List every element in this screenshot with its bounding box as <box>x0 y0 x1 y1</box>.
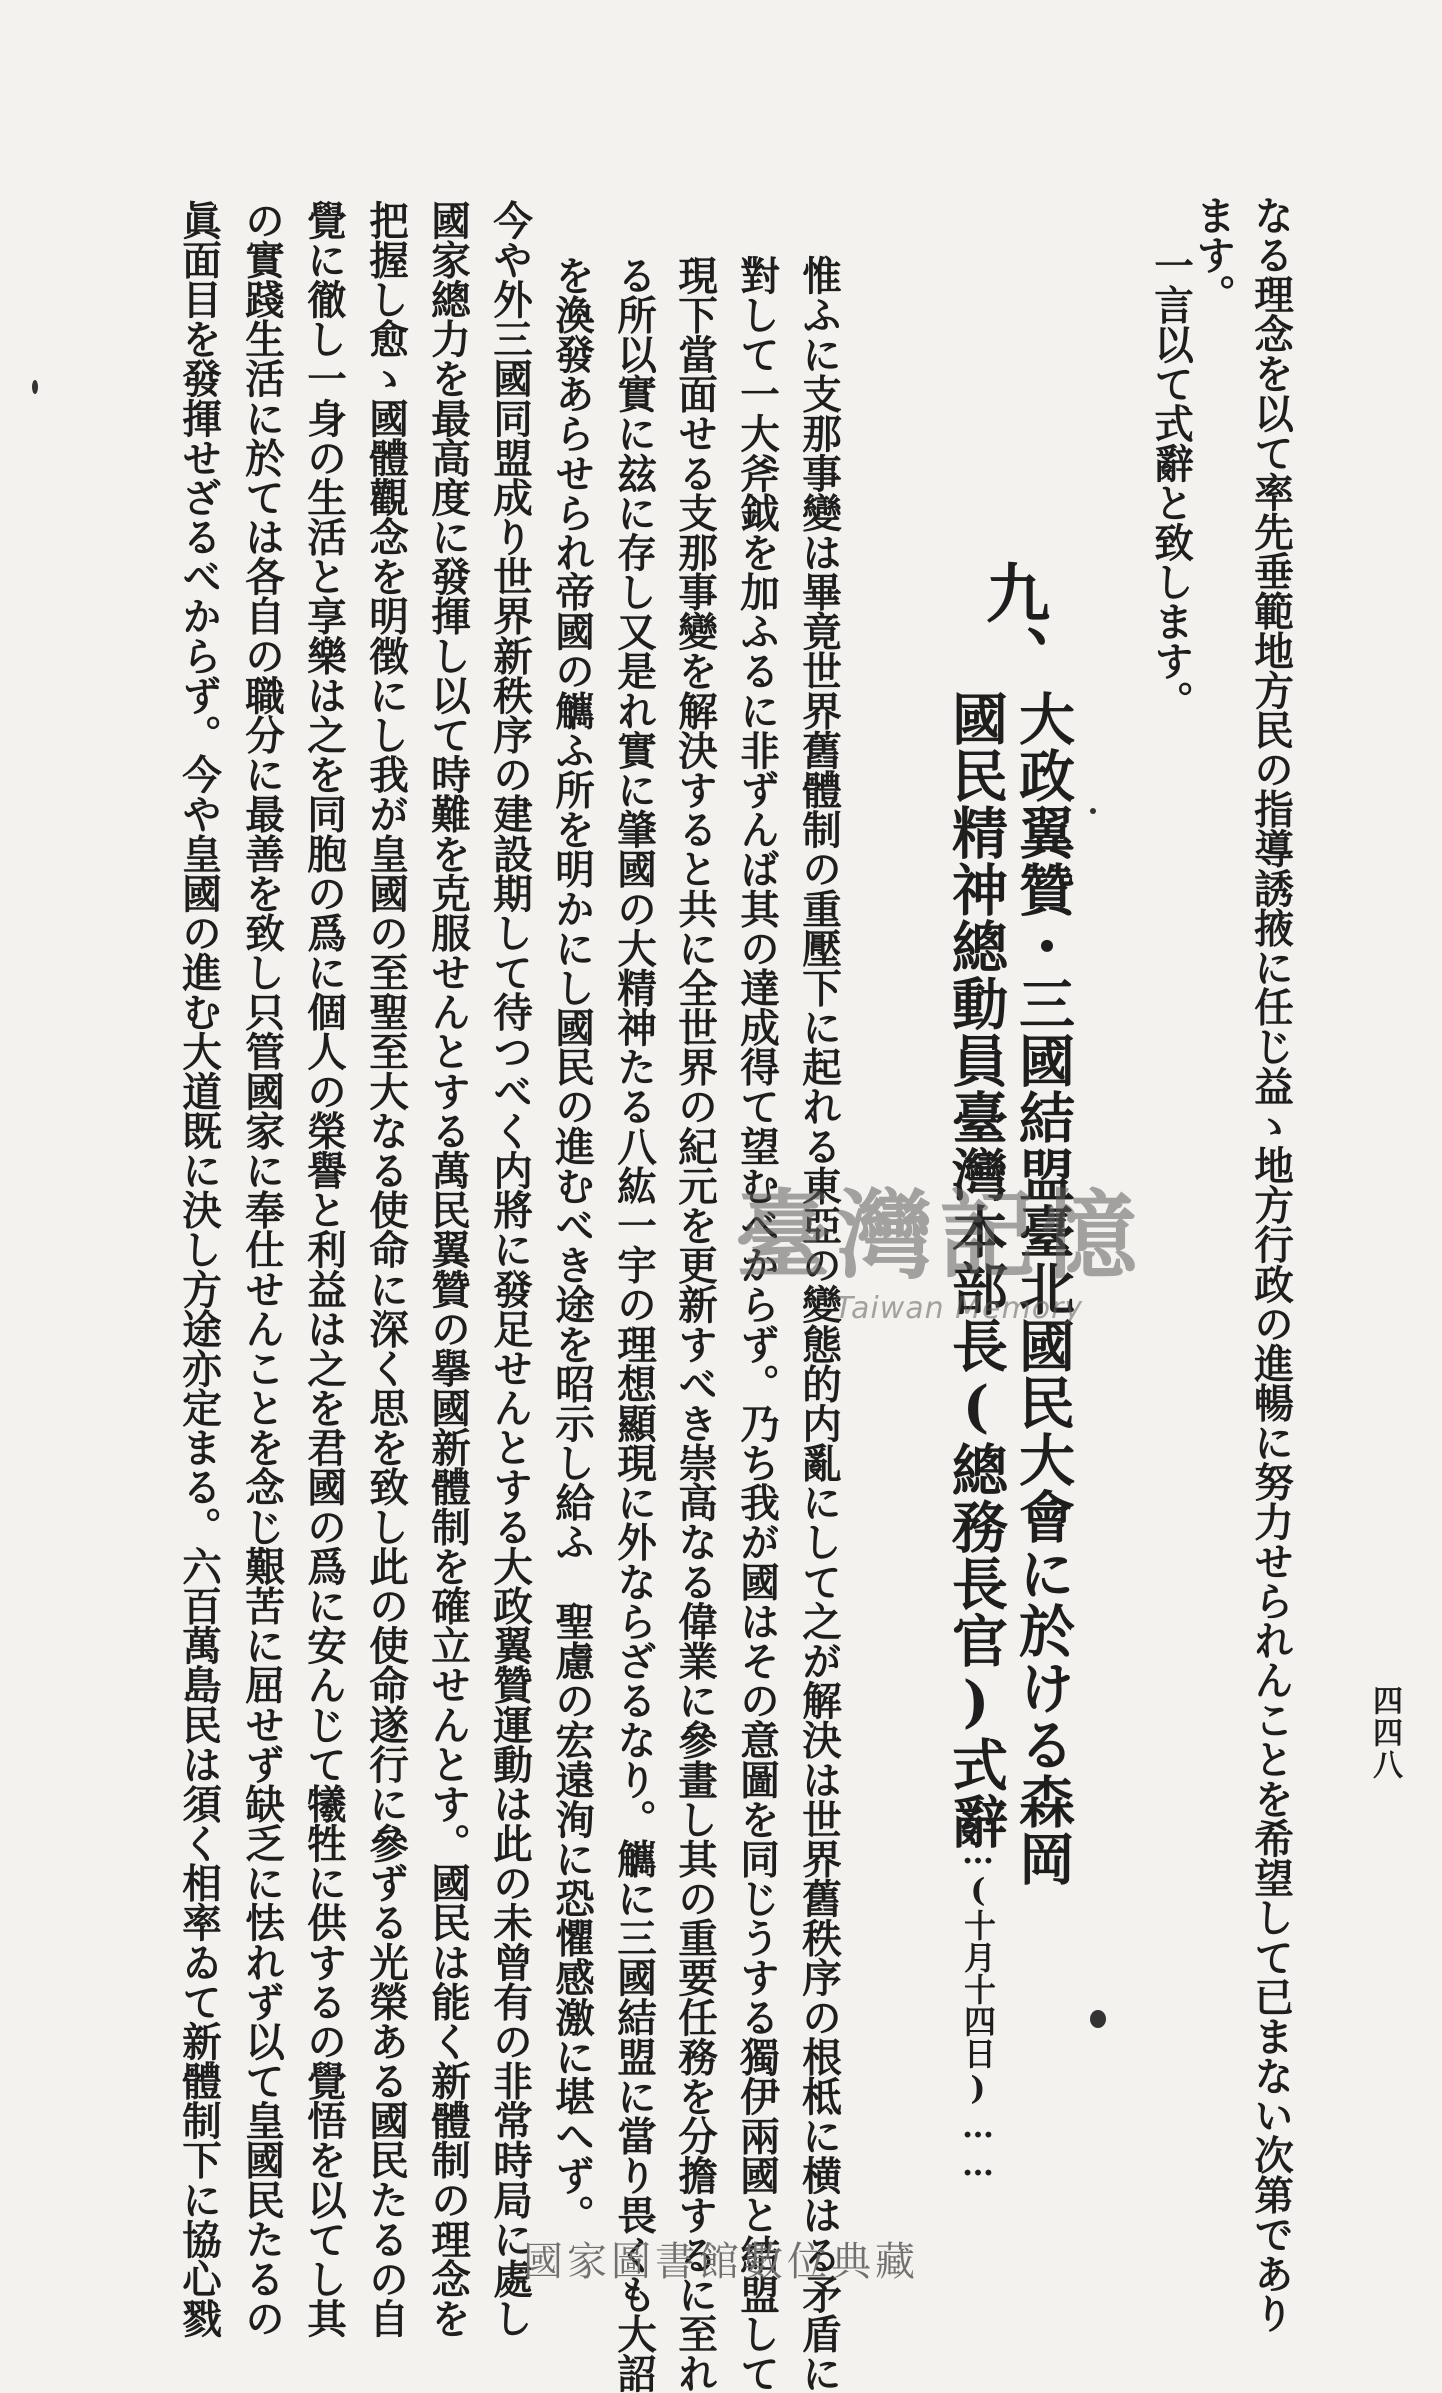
text-column-11: 把握し愈ゝ國體觀念を明徴にし我が皇國の至聖至大なる使命に深く思を致し此の使命遂行に參ずる光榮ある國民たるの自 <box>362 200 409 2338</box>
text-column-14: 眞面目を發揮せざるべからず。今や皇國の進む大道既に決し方途亦定まる。六百萬島民は須く相率ゐて新體制下に協心戮 <box>175 200 222 2338</box>
scan-speck <box>1090 808 1096 814</box>
text-column-2: ます。 <box>1189 195 1236 314</box>
section-title-line-1: 大政翼贊・三國結盟臺北國民大會に於ける森岡 <box>1010 690 1076 1887</box>
watermark <box>735 1160 1143 1326</box>
text-column-3: 一言以て式辭と致します。 <box>1147 245 1194 721</box>
text-column-12: 覺に徹し一身の生活と享樂は之を同胞の爲に個人の榮譽と利益は之を君國の爲に安んじて犧牲に供するの覺悟を以てし其 <box>300 200 347 2338</box>
text-column-10: 國家總力を最高度に發揮し以て時難を克服せんとする萬民翼贊の擧國新體制を確立せんとす。國民は能く新體制の理念を <box>424 200 471 2338</box>
scan-speck <box>1090 2010 1106 2028</box>
text-column-1: なる理念を以て率先垂範地方民の指導誘掖に任じ益ゝ地方行政の進暢に努力せられんことを希望して已まない次第であり <box>1247 195 1294 2333</box>
watermark-english: Taiwan Memory <box>834 1291 1084 1326</box>
scan-speck <box>32 380 38 394</box>
text-column-5: 對して一大斧鉞を加ふるに非ずんば其の達成得て望むべからず。乃ち我が國はその意圖を同じうする獨伊兩國と結盟して <box>733 255 780 2393</box>
section-number: 九、 <box>975 560 1050 690</box>
text-column-7: る所以實に玆に存し又是れ實に肇國の大精神たる八紘一宇の理想顯現に外ならざるなり。觽に三國結盟に當り畏くも大詔 <box>610 255 657 2393</box>
watermark-chinese: 臺灣記憶 <box>735 1179 1143 1292</box>
page-number: 四四八 <box>1367 1685 1402 1781</box>
text-column-4: 惟ふに支那事變は畢竟世界舊體制の重壓下に起れる東亞の變態的内亂にして之が解決は世界舊秩序の根柢に横はる矛盾に <box>795 255 842 2393</box>
text-column-9: 今や外三國同盟成り世界新秩序の建設期して待つべく内將に發足せんとする大政翼贊運動は此の未曾有の非常時局に處し <box>486 200 533 2338</box>
section-title-line-2: 國民精神總動員臺灣本部長(總務長官)式辭 <box>943 690 1009 1850</box>
text-column-6: 現下當面せる支那事變を解決すると共に全世界の紀元を更新すべき崇高なる偉業に參畫し其の重要任務を分擔するに至れ <box>671 255 718 2393</box>
text-column-8: を渙發あらせられ帝國の觽ふ所を明かにし國民の進むべき途を昭示し給ふ 聖慮の宏遠洵に恐懼感激に堪へず。 <box>548 255 595 2235</box>
date-note: ……(十月十四日)…… <box>959 1795 997 2183</box>
footer-credit: 國家圖書館數位典藏 <box>523 2239 919 2285</box>
text-column-13: の實踐生活に於ては各自の職分に最善を致し只管國家に奉仕せんことを念じ艱苦に屈せず缺乏に怯れず以て皇國民たるの <box>238 200 285 2338</box>
